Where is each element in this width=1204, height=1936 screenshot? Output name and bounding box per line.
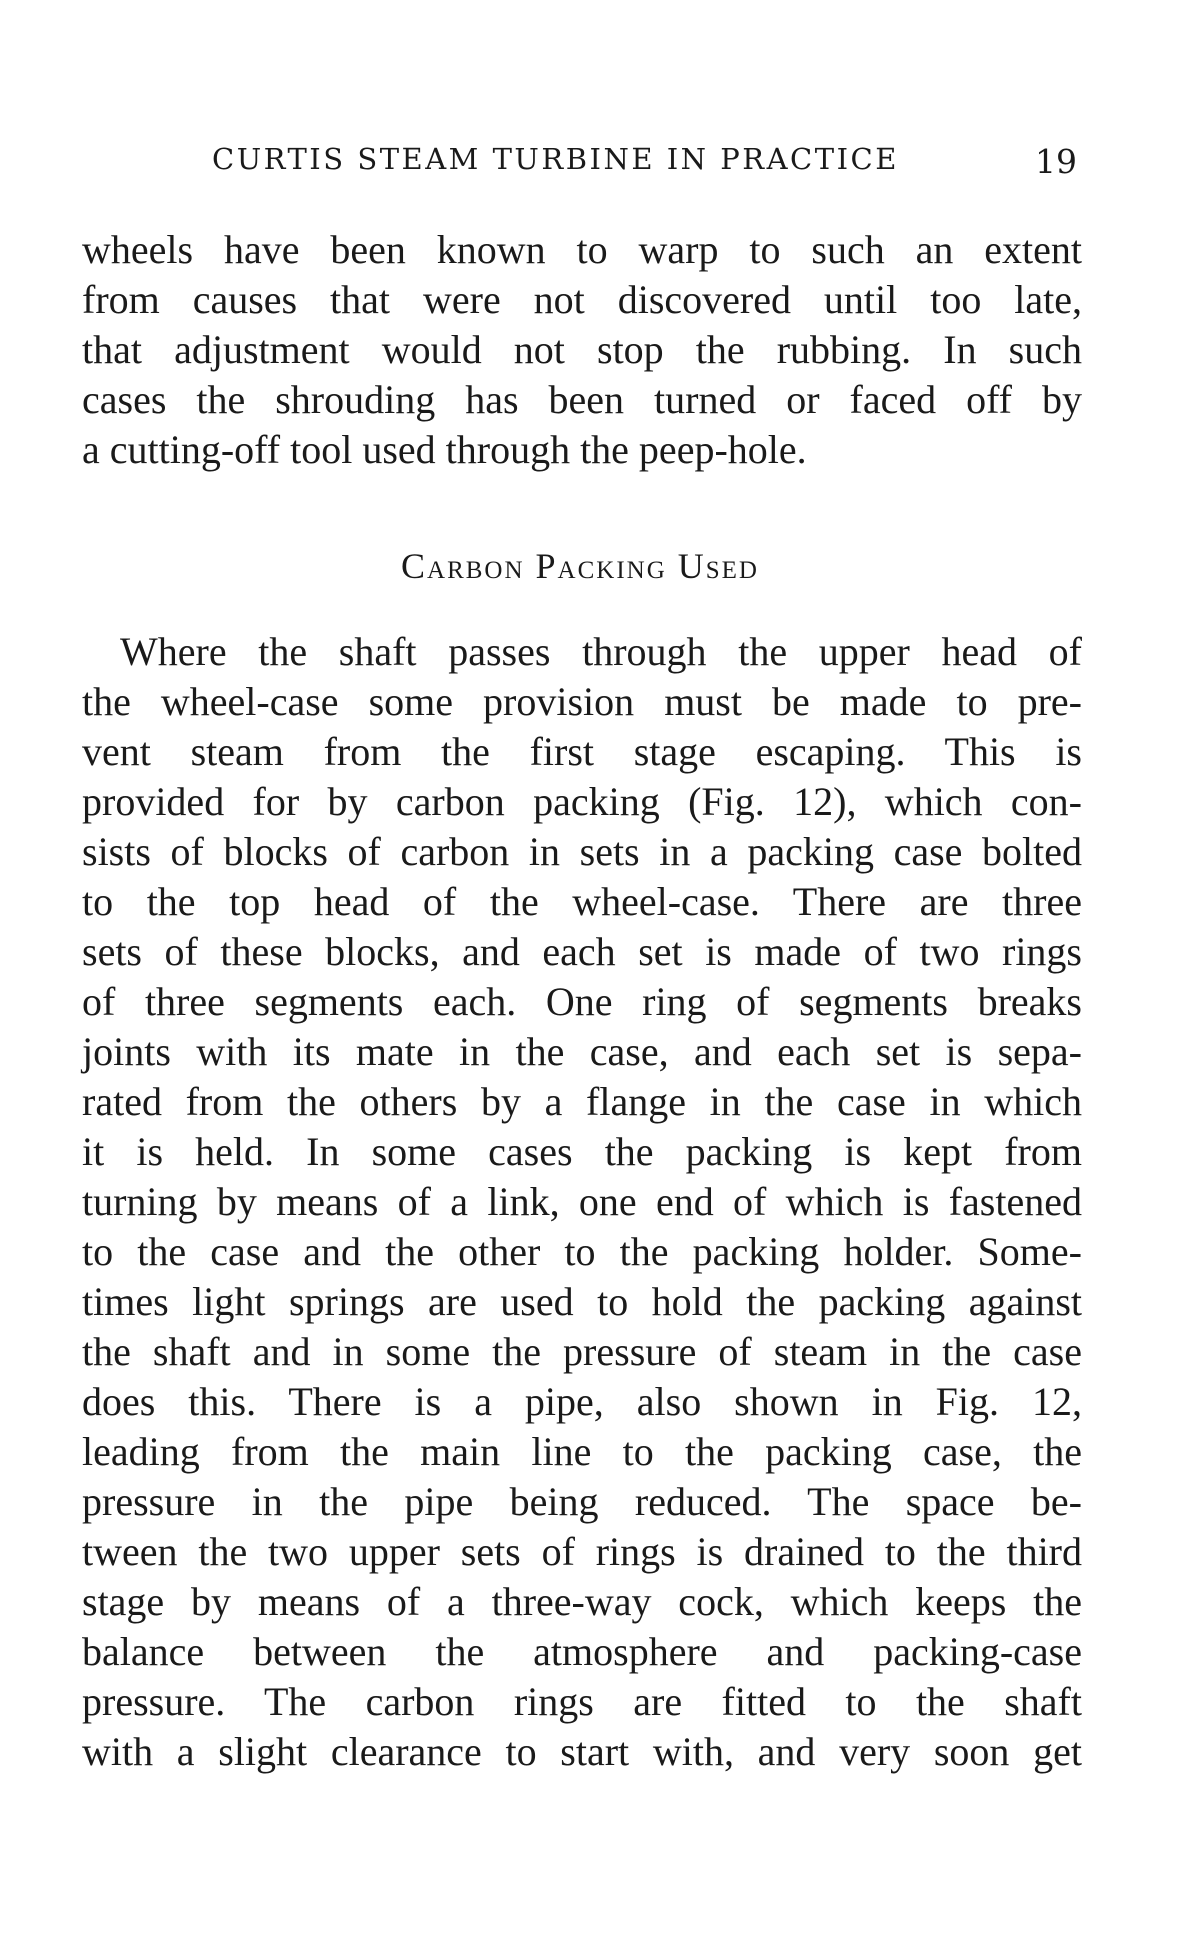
text-line: stage by means of a three-way cock, which keeps the — [82, 1579, 1082, 1624]
text-line: wheels have been known to warp to such an extent — [82, 227, 1082, 272]
text-line: the wheel-case some provision must be made to pre- — [82, 679, 1082, 724]
text-line: the shaft and in some the pressure of steam in the case — [82, 1329, 1082, 1374]
paragraph-carbon-packing — [82, 627, 1082, 1777]
text-line: vent steam from the first stage escaping. This is — [82, 729, 1082, 774]
text-line: with a slight clearance to start with, and very soon get — [82, 1729, 1082, 1774]
text-line: that adjustment would not stop the rubbing. In such — [82, 327, 1082, 372]
text-line: cases the shrouding has been turned or faced off by — [82, 377, 1082, 422]
text-line: leading from the main line to the packing case, the — [82, 1429, 1082, 1474]
text-line: tween the two upper sets of rings is drained to the third — [82, 1529, 1082, 1574]
text-line: provided for by carbon packing (Fig. 12), which con- — [82, 779, 1082, 824]
text-line: times light springs are used to hold the packing against — [82, 1279, 1082, 1324]
text-line: pressure in the pipe being reduced. The space be- — [82, 1479, 1082, 1524]
text-line: turning by means of a link, one end of which is fastened — [82, 1179, 1082, 1224]
text-line: to the top head of the wheel-case. There are three — [82, 879, 1082, 924]
text-line: of three segments each. One ring of segments breaks — [82, 979, 1082, 1024]
text-line: pressure. The carbon rings are fitted to the shaft — [82, 1679, 1082, 1724]
page-number: 19 — [1035, 142, 1077, 181]
text-line: does this. There is a pipe, also shown in Fig. 12, — [82, 1379, 1082, 1424]
text-line: balance between the atmosphere and packing-case — [82, 1629, 1082, 1674]
running-head-title: CURTIS STEAM TURBINE IN PRACTICE — [212, 142, 899, 176]
text-line: it is held. In some cases the packing is kept from — [82, 1129, 1082, 1174]
text-line: from causes that were not discovered until too late, — [82, 277, 1082, 322]
text-line: rated from the others by a flange in the case in which — [82, 1079, 1082, 1124]
text-line: joints with its mate in the case, and each set is sepa- — [82, 1029, 1082, 1074]
text-line: a cutting-off tool used through the peep-hole. — [82, 427, 807, 472]
section-heading: Carbon Packing Used — [401, 546, 759, 586]
text-line: sists of blocks of carbon in sets in a packing case bolted — [82, 829, 1082, 874]
text-line: to the case and the other to the packing holder. Some- — [82, 1229, 1082, 1274]
paragraph-continued — [82, 225, 1082, 475]
text-line: sets of these blocks, and each set is made of two rings — [82, 929, 1082, 974]
text-line: Where the shaft passes through the upper head of — [120, 629, 1082, 674]
